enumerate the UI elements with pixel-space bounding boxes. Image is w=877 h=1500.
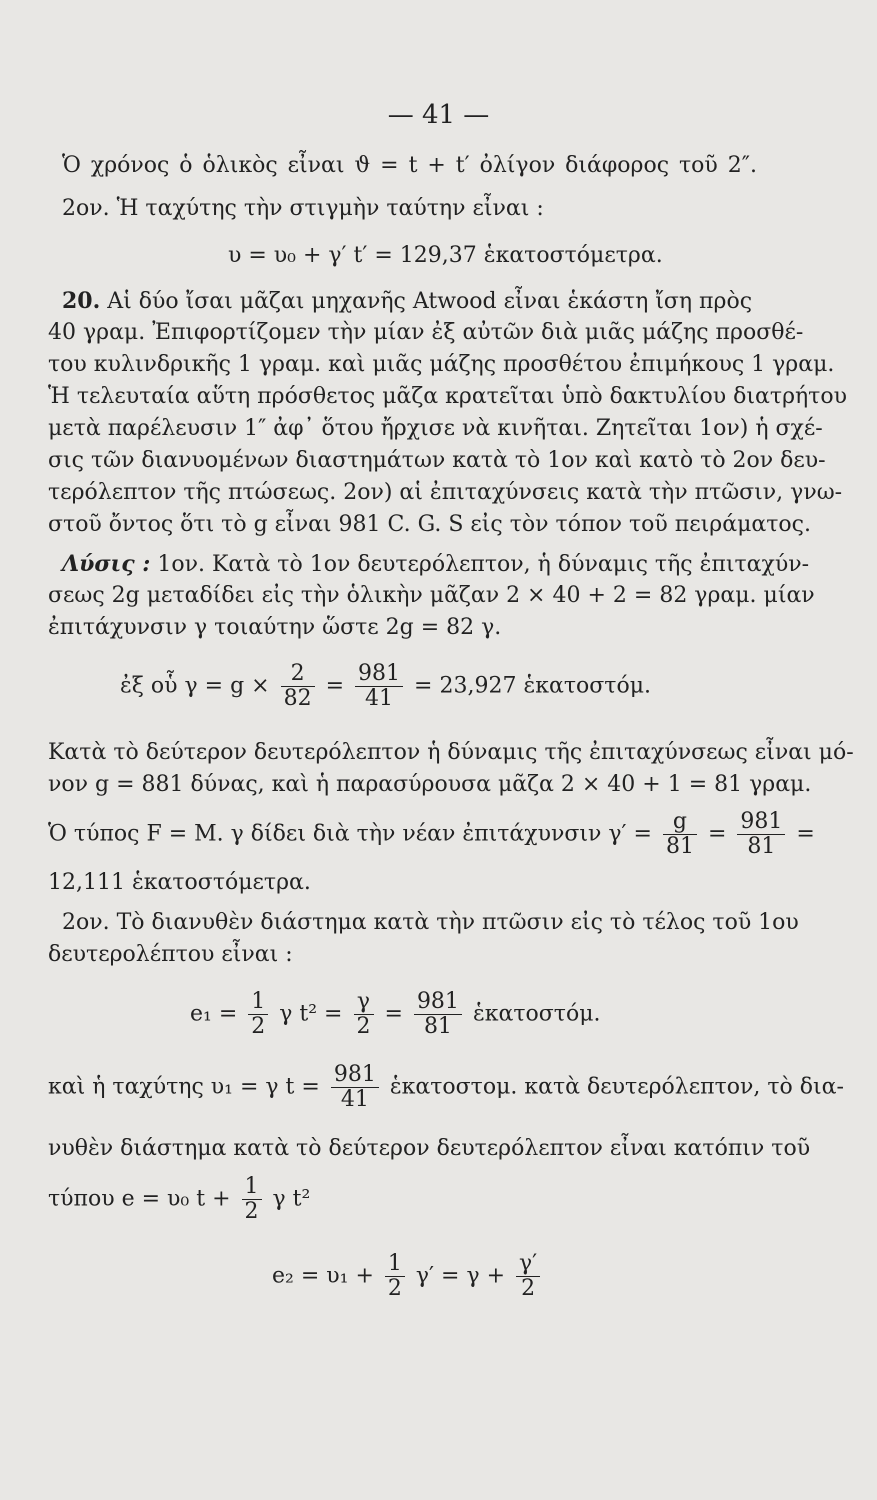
text-line: 2ον. Τὸ διανυθὲν διάστημα κατὰ τὴν πτῶσιν εἰς τὸ τέλος τοῦ 1ου xyxy=(62,910,799,935)
fraction: $\frac{981}{41}$ xyxy=(355,662,403,711)
text-line: νον g = 881 δύνας, καὶ ἡ παρασύρουσα μᾶζα 2 × 40 + 1 = 81 γραμ. xyxy=(48,772,812,797)
text-line: δευτερολέπτου εἶναι : xyxy=(48,942,293,967)
text-line: 2ον. Ἡ ταχύτης τὴν στιγμὴν ταύτην εἶναι : xyxy=(62,196,544,221)
equation-e1: e₁ = $\frac{1}{2}$ γ t² = $\frac{\gamma}{2}$ = $\frac{981}{81}$ ἑκατοστόμ. xyxy=(190,989,601,1040)
fraction: $\frac{1}{2}$ xyxy=(385,1252,405,1301)
equation-e2: e₂ = υ₁ + $\frac{1}{2}$ γ′ = γ + $\frac{\gamma'}{2}$ xyxy=(272,1252,544,1301)
fraction: $\frac{1}{2}$ xyxy=(242,1175,262,1224)
equation-v1: καὶ ἡ ταχύτης υ₁ = γ t = $\frac{981}{41}$ ἑκατοστομ. κατὰ δευτερόλεπτον, τὸ δια- xyxy=(48,1062,844,1113)
equation-gamma-prime: Ὁ τύπος F = M. γ δίδει διὰ τὴν νέαν ἐπιτάχυνσιν γ′ = $\frac{g}{81}$ = $\frac{981}{81}$ = xyxy=(48,809,815,860)
equation-gamma: ἐξ οὗ γ = g × $\frac{2}{82}$ = $\frac{981}{41}$ = 23,927 ἑκατοστόμ. xyxy=(120,661,651,712)
solution-line: Λύσις : 1ον. Κατὰ τὸ 1ον δευτερόλεπτον, ἡ δύναμις τῆς ἐπιταχύν- xyxy=(62,551,810,577)
text-line: τερόλεπτον τῆς πτώσεως. 2ον) αἱ ἐπιταχύνσεις κατὰ τὴν πτῶσιν, γνω- xyxy=(48,480,843,505)
fraction: $\frac{1}{2}$ xyxy=(248,990,268,1039)
fraction: $\frac{981}{81}$ xyxy=(414,990,462,1039)
text-line: μετὰ παρέλευσιν 1″ ἀφ᾽ ὅτου ἤρχισε νὰ κινῆται. Ζητεῖται 1ον) ἡ σχέ- xyxy=(48,416,823,441)
fraction: $\frac{981}{81}$ xyxy=(737,810,785,859)
text-line: νυθὲν διάστημα κατὰ τὸ δεύτερον δευτερόλεπτον εἶναι κατόπιν τοῦ xyxy=(48,1136,811,1161)
solution-label: Λύσις : xyxy=(62,551,151,577)
problem-20-line: 20. Αἱ δύο ἴσαι μᾶζαι μηχανῆς Atwood εἶναι ἑκάστη ἴση πρὸς xyxy=(62,288,753,314)
fraction: $\frac{g}{81}$ xyxy=(663,810,697,859)
text-line: Ἡ τελευταία αὕτη πρόσθετος μᾶζα κρατεῖται ὑπὸ δακτυλίου διατρήτου xyxy=(48,384,847,409)
page-number: — 41 — xyxy=(387,100,490,130)
text-line: 40 γραμ. Ἐπιφορτίζομεν τὴν μίαν ἐξ αὐτῶν διὰ μιᾶς μάζης προσθέ- xyxy=(48,320,804,345)
fraction: $\frac{\gamma}{2}$ xyxy=(354,990,374,1039)
text-line: ἐπιτάχυνσιν γ τοιαύτην ὥστε 2g = 82 γ. xyxy=(48,615,502,640)
text-line: του κυλινδρικῆς 1 γραμ. καὶ μιᾶς μάζης προσθέτου ἐπιμήκους 1 γραμ. xyxy=(48,352,835,377)
text-line: σις τῶν διανυομένων διαστημάτων κατὰ τὸ 1ον καὶ κατὸ τὸ 2ον δευ- xyxy=(48,448,826,473)
text-line: 12,111 ἑκατοστόμετρα. xyxy=(48,870,311,895)
text-line: Κατὰ τὸ δεύτερον δευτερόλεπτον ἡ δύναμις τῆς ἐπιταχύνσεως εἶναι μό- xyxy=(48,740,854,765)
problem-number: 20. xyxy=(62,288,101,314)
equation-line: υ = υ₀ + γ′ t′ = 129,37 ἑκατοστόμετρα. xyxy=(228,243,663,268)
fraction: $\frac{2}{82}$ xyxy=(281,662,315,711)
text-line: στοῦ ὄντος ὅτι τὸ g εἶναι 981 C. G. S εἰς τὸν τόπον τοῦ πειράματος. xyxy=(48,512,811,537)
equation-e: τύπου e = υ₀ t + $\frac{1}{2}$ γ t² xyxy=(48,1174,311,1225)
fraction: $\frac{\gamma'}{2}$ xyxy=(516,1252,540,1301)
fraction: $\frac{981}{41}$ xyxy=(331,1063,379,1112)
text-line: Ὁ χρόνος ὁ ὁλικὸς εἶναι ϑ = t + t′ ὀλίγον διάφορος τοῦ 2″. xyxy=(62,153,757,178)
text-line: σεως 2g μεταδίδει εἰς τὴν ὁλικὴν μᾶζαν 2 × 40 + 2 = 82 γραμ. μίαν xyxy=(48,583,815,608)
